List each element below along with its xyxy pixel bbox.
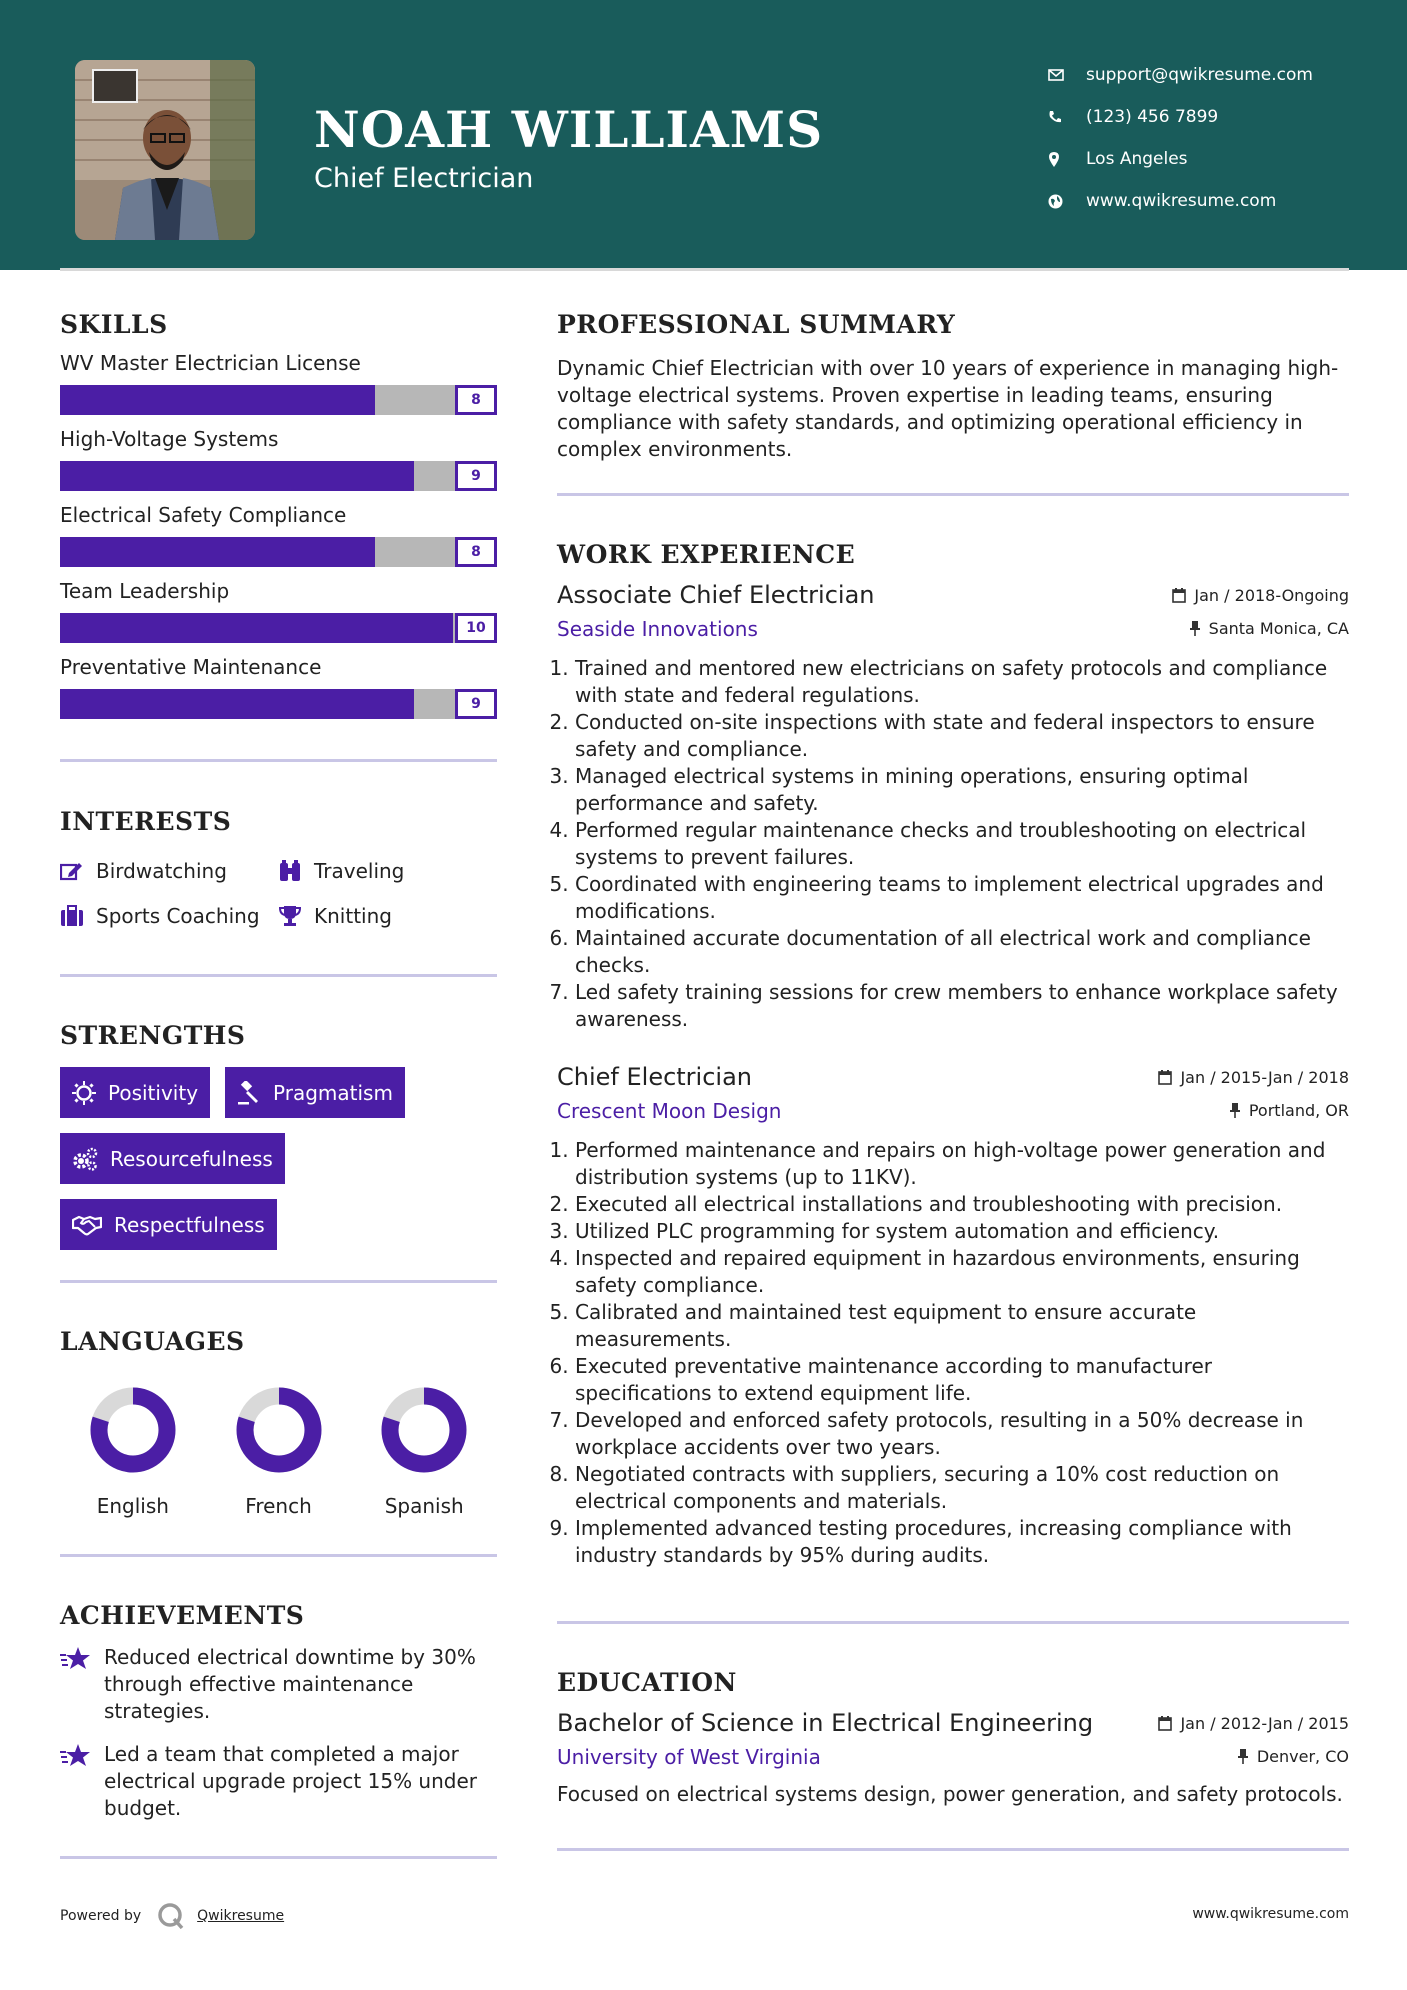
strengths-list bbox=[60, 1067, 497, 1250]
header-banner bbox=[0, 0, 1407, 270]
job-entry bbox=[557, 581, 1349, 1033]
interest-item: Traveling bbox=[278, 848, 404, 893]
language-item: French bbox=[206, 1386, 352, 1518]
section-divider bbox=[60, 1280, 497, 1283]
job-title: Chief Electrician bbox=[557, 1063, 752, 1091]
experience-heading: WORK EXPERIENCE bbox=[557, 540, 856, 569]
header-divider bbox=[60, 268, 1349, 271]
job-company: Crescent Moon Design bbox=[557, 1099, 782, 1123]
skill-fill bbox=[60, 689, 414, 719]
interests-heading: INTERESTS bbox=[60, 807, 232, 836]
achievements-heading: ACHIEVEMENTS bbox=[60, 1601, 305, 1630]
summary-heading: PROFESSIONAL SUMMARY bbox=[557, 310, 956, 339]
list-item: 6. Maintained accurate documentation of all electrical work and compliance checks. bbox=[575, 925, 1349, 979]
skill-bar bbox=[60, 537, 497, 567]
list-item: 5. Calibrated and maintained test equipment to ensure accurate measurements. bbox=[575, 1299, 1349, 1353]
skill-item: WV Master Electrician License 8 bbox=[60, 351, 497, 415]
skill-score: 9 bbox=[455, 689, 497, 719]
list-item: 6. Executed preventative maintenance according to manufacturer specifications to extend equipment life. bbox=[575, 1353, 1349, 1407]
qwikresume-logo-icon bbox=[157, 1902, 185, 1930]
list-item: 4. Inspected and repaired equipment in hazardous environments, ensuring safety compliance. bbox=[575, 1245, 1349, 1299]
interest-item: Sports Coaching bbox=[60, 893, 278, 938]
skill-fill bbox=[60, 461, 414, 491]
language-donut bbox=[235, 1386, 323, 1474]
list-item: 9. Implemented advanced testing procedures, increasing compliance with industry standards by 95% during audits. bbox=[575, 1515, 1349, 1569]
calendar-icon bbox=[1158, 1716, 1172, 1731]
phone-icon bbox=[1048, 110, 1086, 124]
languages-list bbox=[60, 1386, 497, 1518]
language-donut bbox=[89, 1386, 177, 1474]
strength-badge: Respectfulness bbox=[60, 1199, 277, 1250]
footer-url[interactable]: www.qwikresume.com bbox=[1192, 1906, 1349, 1922]
strength-badge: Resourcefulness bbox=[60, 1133, 285, 1184]
skill-item: Electrical Safety Compliance 8 bbox=[60, 503, 497, 567]
list-item: 2. Conducted on-site inspections with state and federal inspectors to ensure safety and compliance. bbox=[575, 709, 1349, 763]
school-name: University of West Virginia bbox=[557, 1745, 821, 1769]
job-location: Santa Monica, CA bbox=[1189, 619, 1349, 638]
skill-fill bbox=[60, 613, 453, 643]
skill-item: Team Leadership 10 bbox=[60, 579, 497, 643]
section-divider bbox=[557, 493, 1349, 496]
list-item: 3. Managed electrical systems in mining operations, ensuring optimal performance and safety. bbox=[575, 763, 1349, 817]
pushpin-icon bbox=[1237, 1749, 1249, 1764]
section-divider bbox=[60, 1856, 497, 1859]
achievements-list bbox=[60, 1644, 497, 1822]
skills-heading: SKILLS bbox=[60, 310, 168, 339]
strength-badge: Positivity bbox=[60, 1067, 210, 1118]
map-pin-icon bbox=[1048, 152, 1086, 167]
list-item: 1. Trained and mentored new electricians on safety protocols and compliance with state and federal regulations. bbox=[575, 655, 1349, 709]
contact-phone[interactable]: (123) 456 7899 bbox=[1048, 96, 1313, 138]
left-column bbox=[60, 310, 497, 1859]
envelope-icon bbox=[1048, 69, 1086, 81]
education-dates: Jan / 2012-Jan / 2015 bbox=[1158, 1714, 1349, 1733]
education-description: Focused on electrical systems design, power generation, and safety protocols. bbox=[557, 1782, 1343, 1806]
degree-title: Bachelor of Science in Electrical Engineering bbox=[557, 1709, 1094, 1737]
job-location: Portland, OR bbox=[1229, 1101, 1349, 1120]
list-item: 7. Led safety training sessions for crew members to enhance workplace safety awareness. bbox=[575, 979, 1349, 1033]
list-item: 8. Negotiated contracts with suppliers, securing a 10% cost reduction on electrical components and materials. bbox=[575, 1461, 1349, 1515]
list-item: 7. Developed and enforced safety protocols, resulting in a 50% decrease in workplace accidents over two years. bbox=[575, 1407, 1349, 1461]
contact-website[interactable]: www.qwikresume.com bbox=[1048, 180, 1313, 222]
edit-icon bbox=[60, 861, 96, 881]
section-divider bbox=[557, 1621, 1349, 1624]
profile-photo bbox=[75, 60, 255, 240]
job-dates: Jan / 2015-Jan / 2018 bbox=[1158, 1068, 1349, 1087]
section-divider bbox=[557, 1848, 1349, 1851]
interest-item: Knitting bbox=[278, 893, 392, 938]
handshake-icon bbox=[72, 1214, 102, 1236]
star-icon bbox=[60, 1741, 104, 1822]
skill-bar bbox=[60, 689, 497, 719]
education-location: Denver, CO bbox=[1237, 1747, 1349, 1766]
section-divider bbox=[60, 759, 497, 762]
skill-score: 8 bbox=[455, 537, 497, 567]
pushpin-icon bbox=[1229, 1103, 1241, 1118]
job-bullets bbox=[557, 655, 1349, 1033]
star-icon bbox=[60, 1644, 104, 1725]
briefcase-icon bbox=[60, 905, 96, 927]
education-entry bbox=[557, 1709, 1349, 1808]
candidate-title: Chief Electrician bbox=[314, 163, 534, 194]
language-item: English bbox=[60, 1386, 206, 1518]
skill-fill bbox=[60, 537, 375, 567]
list-item: 3. Utilized PLC programming for system automation and efficiency. bbox=[575, 1218, 1349, 1245]
calendar-icon bbox=[1158, 1070, 1172, 1085]
candidate-name: NOAH WILLIAMS bbox=[314, 100, 824, 159]
skill-score: 10 bbox=[455, 613, 497, 643]
list-item: 5. Coordinated with engineering teams to implement electrical upgrades and modifications. bbox=[575, 871, 1349, 925]
list-item: 2. Executed all electrical installations and troubleshooting with precision. bbox=[575, 1191, 1349, 1218]
skill-bar bbox=[60, 385, 497, 415]
right-column bbox=[557, 310, 1349, 1851]
skill-score: 8 bbox=[455, 385, 497, 415]
contact-location: Los Angeles bbox=[1048, 138, 1313, 180]
skill-item: Preventative Maintenance 9 bbox=[60, 655, 497, 719]
job-bullets bbox=[557, 1137, 1349, 1569]
strengths-heading: STRENGTHS bbox=[60, 1021, 246, 1050]
pushpin-icon bbox=[1189, 621, 1201, 636]
languages-heading: LANGUAGES bbox=[60, 1327, 245, 1356]
trophy-icon bbox=[278, 905, 314, 927]
section-divider bbox=[60, 1554, 497, 1557]
job-entry bbox=[557, 1063, 1349, 1569]
skills-list bbox=[60, 351, 497, 719]
contact-email[interactable]: support@qwikresume.com bbox=[1048, 54, 1313, 96]
list-item: 1. Performed maintenance and repairs on high-voltage power generation and distribution systems (up to 11KV). bbox=[575, 1137, 1349, 1191]
sun-icon bbox=[72, 1081, 96, 1105]
calendar-icon bbox=[1172, 588, 1186, 603]
job-title: Associate Chief Electrician bbox=[557, 581, 875, 609]
education-heading: EDUCATION bbox=[557, 1668, 737, 1697]
gavel-icon bbox=[237, 1081, 261, 1105]
achievement-item: Led a team that completed a major electrical upgrade project 15% under budget. bbox=[60, 1741, 497, 1822]
list-item: 4. Performed regular maintenance checks and troubleshooting on electrical systems to prevent failures. bbox=[575, 817, 1349, 871]
binoculars-icon bbox=[278, 860, 314, 882]
job-dates: Jan / 2018-Ongoing bbox=[1172, 586, 1349, 605]
skill-bar bbox=[60, 613, 497, 643]
language-item: Spanish bbox=[351, 1386, 497, 1518]
achievement-item: Reduced electrical downtime by 30% through effective maintenance strategies. bbox=[60, 1644, 497, 1725]
gears-icon bbox=[72, 1147, 98, 1171]
skill-score: 9 bbox=[455, 461, 497, 491]
language-donut bbox=[380, 1386, 468, 1474]
section-divider bbox=[60, 974, 497, 977]
skill-bar bbox=[60, 461, 497, 491]
interest-item: Birdwatching bbox=[60, 848, 278, 893]
strength-badge: Pragmatism bbox=[225, 1067, 405, 1118]
skill-item: High-Voltage Systems 9 bbox=[60, 427, 497, 491]
skill-fill bbox=[60, 385, 375, 415]
interests-list bbox=[60, 848, 497, 938]
footer-powered-by: Powered by Qwikresume bbox=[60, 1902, 284, 1930]
brand-link[interactable]: Qwikresume bbox=[197, 1908, 285, 1924]
contact-list bbox=[1048, 54, 1313, 222]
globe-icon bbox=[1048, 194, 1086, 209]
job-company: Seaside Innovations bbox=[557, 617, 758, 641]
summary-text: Dynamic Chief Electrician with over 10 years of experience in managing high-voltage electrical systems. Proven expertise in leading teams, ensuring compliance with safety standards, and optimizing operational efficiency in complex environments. bbox=[557, 356, 1339, 461]
